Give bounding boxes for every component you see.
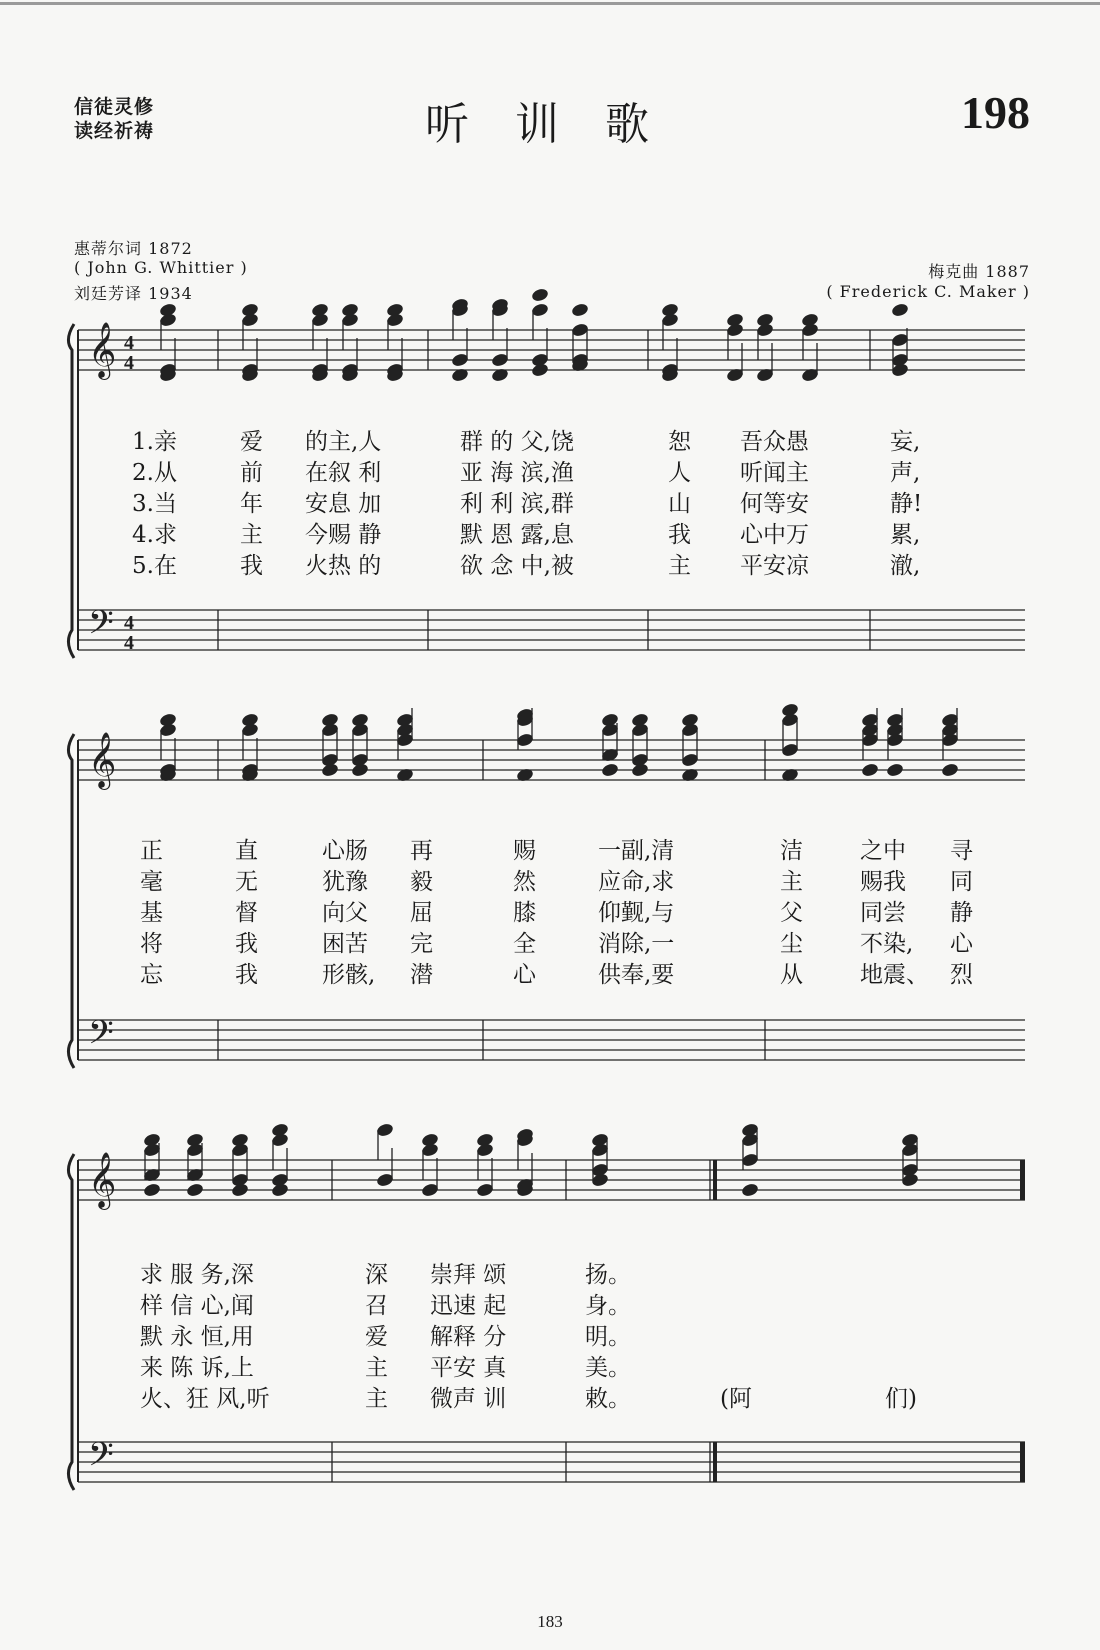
lyric-syllable: 直 <box>235 838 258 864</box>
lyric-syllable: 扬。 <box>585 1262 631 1288</box>
lyric-syllable: 主 <box>365 1386 388 1412</box>
time-signature-bottom: 4 <box>124 352 134 374</box>
lyric-syllable: 召 <box>365 1293 388 1319</box>
page-number: 183 <box>537 1612 563 1631</box>
treble-clef: 𝄞 <box>88 732 117 788</box>
lyric-syllable: 安息 加 <box>305 491 382 517</box>
lyric-syllable: 潜 <box>410 962 433 988</box>
lyric-syllable: 解释 分 <box>430 1324 507 1350</box>
category-label-1: 信徒灵修 <box>74 96 155 118</box>
final-barline <box>1020 1442 1025 1482</box>
lyric-syllable: 供奉,要 <box>598 962 675 988</box>
lyric-syllable: 应命,求 <box>598 869 675 895</box>
lyric-syllable: 求 服 务,深 <box>140 1262 254 1288</box>
lyric-syllable: 父 <box>780 900 803 926</box>
lyric-syllable: 1.亲 <box>132 429 177 455</box>
treble-notehead <box>886 762 905 778</box>
bass-clef: 𝄢 <box>88 604 114 650</box>
lyric-syllable: 屈 <box>410 900 433 926</box>
page-top-rule <box>0 2 1100 5</box>
lyric-syllable: 3.当 <box>132 491 177 517</box>
lyric-syllable: 吾众愚 <box>740 429 809 455</box>
lyric-syllable: 无 <box>235 869 258 895</box>
lyric-syllable: 妄, <box>890 429 921 455</box>
amen-lyric: (阿 <box>720 1386 752 1412</box>
lyric-syllable: 心肠 <box>322 838 368 864</box>
lyric-syllable: 利 利 滨,群 <box>460 491 574 517</box>
lyric-syllable: 4.求 <box>132 522 177 548</box>
lyric-syllable: 将 <box>140 931 163 957</box>
lyric-syllable: 火、狂 风,听 <box>140 1386 270 1412</box>
lyric-syllable: 默 永 恒,用 <box>140 1324 254 1350</box>
lyric-syllable: 主 <box>668 553 691 579</box>
lyric-syllable: 微声 训 <box>430 1386 507 1412</box>
lyric-syllable: 默 恩 露,息 <box>460 522 574 548</box>
lyric-syllable: 尘 <box>780 931 803 957</box>
lyric-syllable: 声, <box>890 460 921 486</box>
lyric-syllable: 前 <box>240 460 263 486</box>
lyric-syllable: 听闻主 <box>740 460 809 486</box>
lyric-syllable: 2.从 <box>132 460 177 486</box>
lyric-syllable: 样 信 心,闻 <box>140 1293 254 1319</box>
lyric-syllable: 崇拜 颂 <box>430 1262 507 1288</box>
bass-notehead <box>891 302 910 318</box>
lyric-syllable: 深 <box>365 1262 388 1288</box>
lyric-syllable: 洁 <box>780 838 803 864</box>
lyric-syllable: 形骸, <box>322 962 376 988</box>
lyric-syllable: 正 <box>140 838 163 864</box>
lyric-syllable: 我 <box>235 931 258 957</box>
lyric-syllable: 犹豫 <box>322 869 368 895</box>
lyric-syllable: 再 <box>410 838 433 864</box>
lyric-syllable: 之中 <box>860 838 906 864</box>
lyric-syllable: 督 <box>235 900 258 926</box>
lyric-syllable: 累, <box>890 522 921 548</box>
lyric-syllable: 平安凉 <box>740 553 809 579</box>
lyric-syllable: 一副,清 <box>598 838 675 864</box>
lyric-syllable: 明。 <box>585 1324 631 1350</box>
lyric-syllable: 完 <box>410 931 433 957</box>
score-system-2 <box>0 700 1100 1100</box>
lyric-syllable: 敕。 <box>585 1386 631 1412</box>
lyric-syllable: 群 的 父,饶 <box>460 429 574 455</box>
amen-lyric: 们) <box>885 1386 917 1412</box>
lyricist-english-name: ( John G. Whittier ) <box>74 258 248 277</box>
lyric-syllable: 赐 <box>513 838 536 864</box>
system-brace <box>68 734 74 1068</box>
lyric-syllable: 何等安 <box>740 491 809 517</box>
lyric-syllable: 地震、 <box>860 962 929 988</box>
system-brace <box>68 1154 74 1490</box>
lyric-syllable: 心 <box>950 931 973 957</box>
bass-notehead <box>571 302 590 318</box>
bass-notehead <box>531 287 550 303</box>
lyric-syllable: 主 <box>240 522 263 548</box>
lyric-syllable: 同尝 <box>860 900 906 926</box>
treble-notehead <box>351 762 370 778</box>
section-double-bar <box>713 1160 717 1200</box>
lyric-syllable: 然 <box>513 869 536 895</box>
time-signature-top: 4 <box>124 612 134 634</box>
lyric-syllable: 的主,人 <box>305 429 382 455</box>
system-brace <box>68 324 74 658</box>
lyric-syllable: 爱 <box>365 1324 388 1350</box>
lyric-syllable: 基 <box>140 900 163 926</box>
time-signature-bottom: 4 <box>124 632 134 654</box>
lyric-syllable: 迅速 起 <box>430 1293 507 1319</box>
lyric-syllable: 消除,一 <box>598 931 675 957</box>
section-double-bar <box>713 1442 717 1482</box>
lyric-syllable: 寻 <box>950 838 973 864</box>
lyric-syllable: 全 <box>513 931 536 957</box>
lyric-syllable: 毫 <box>140 869 163 895</box>
lyric-syllable: 欲 念 中,被 <box>460 553 574 579</box>
hymn-title: 听 训 歌 <box>425 99 665 150</box>
treble-notehead <box>321 762 340 778</box>
treble-notehead <box>143 1182 162 1198</box>
lyric-syllable: 亚 海 滨,渔 <box>460 460 574 486</box>
lyric-syllable: 人 <box>668 460 691 486</box>
lyric-syllable: 烈 <box>950 962 973 988</box>
lyric-syllable: 我 <box>240 553 263 579</box>
lyric-syllable: 心 <box>513 962 536 988</box>
lyric-syllable: 我 <box>235 962 258 988</box>
hymn-number: 198 <box>961 87 1030 138</box>
bass-clef: 𝄢 <box>88 1014 114 1060</box>
lyric-syllable: 澈, <box>890 553 921 579</box>
lyric-syllable: 火热 的 <box>305 553 382 579</box>
treble-notehead <box>601 762 620 778</box>
lyric-syllable: 年 <box>240 491 263 517</box>
treble-notehead <box>941 762 960 778</box>
lyric-syllable: 身。 <box>585 1293 631 1319</box>
lyric-syllable: 同 <box>950 869 973 895</box>
lyric-syllable: 静! <box>890 491 923 517</box>
lyric-syllable: 向父 <box>322 900 368 926</box>
lyric-syllable: 美。 <box>585 1355 631 1381</box>
lyric-syllable: 爱 <box>240 429 263 455</box>
category-label-2: 读经祈祷 <box>74 120 155 142</box>
treble-clef: 𝄞 <box>88 1152 117 1208</box>
treble-notehead <box>741 1182 760 1198</box>
lyric-syllable: 困苦 <box>322 931 368 957</box>
composer-credit: 梅克曲 1887 <box>928 262 1030 281</box>
lyricist-credit: 惠蒂尔词 1872 <box>74 239 193 258</box>
treble-notehead <box>531 362 550 378</box>
time-signature-top: 4 <box>124 332 134 354</box>
treble-notehead <box>271 1182 290 1198</box>
lyric-syllable: 毅 <box>410 869 433 895</box>
treble-clef: 𝄞 <box>88 322 117 378</box>
final-barline <box>1020 1160 1025 1200</box>
lyric-syllable: 不染, <box>860 931 914 957</box>
lyric-syllable: 静 <box>950 900 973 926</box>
lyric-syllable: 今赐 静 <box>305 522 382 548</box>
lyric-syllable: 膝 <box>513 900 536 926</box>
treble-notehead <box>231 1182 250 1198</box>
treble-notehead <box>186 1182 205 1198</box>
bass-clef: 𝄢 <box>88 1436 114 1482</box>
lyric-syllable: 主 <box>780 869 803 895</box>
lyric-syllable: 5.在 <box>132 553 177 579</box>
lyric-syllable: 仰觐,与 <box>598 900 675 926</box>
treble-notehead <box>861 762 880 778</box>
composer-english-name: ( Frederick C. Maker ) <box>826 282 1030 301</box>
lyric-syllable: 山 <box>668 491 691 517</box>
lyric-syllable: 从 <box>780 962 803 988</box>
lyric-syllable: 平安 真 <box>430 1355 507 1381</box>
lyric-syllable: 忘 <box>140 962 163 988</box>
lyric-syllable: 恕 <box>668 429 691 455</box>
lyric-syllable: 主 <box>365 1355 388 1381</box>
translator-credit: 刘廷芳译 1934 <box>74 284 193 303</box>
lyric-syllable: 心中万 <box>740 522 809 548</box>
lyric-syllable: 赐我 <box>860 869 906 895</box>
lyric-syllable: 在叙 利 <box>305 460 382 486</box>
lyric-syllable: 我 <box>668 522 691 548</box>
treble-notehead <box>631 762 650 778</box>
lyric-syllable: 来 陈 诉,上 <box>140 1355 254 1381</box>
